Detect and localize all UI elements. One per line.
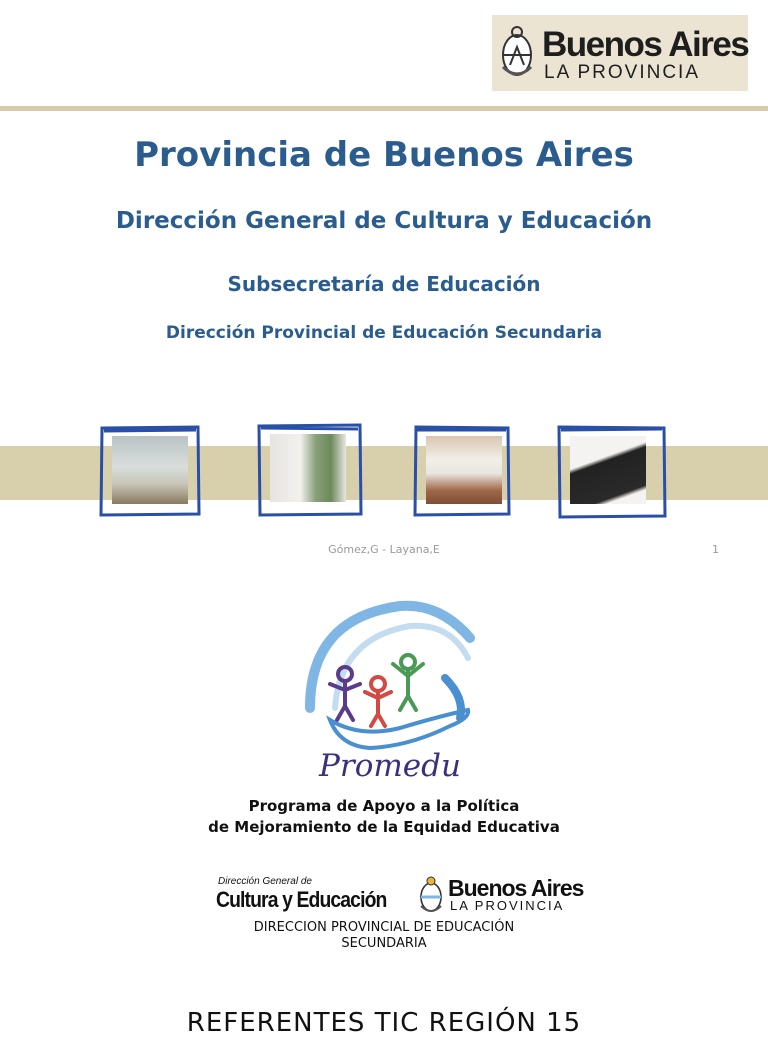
photo-mural [258,424,358,514]
photo-netbook [558,426,658,516]
buenos-aires-logo [492,15,748,91]
hand-drawn-frame-icon [558,426,666,518]
logo-subtitle: LA PROVINCIA [544,62,700,83]
slide-page-number: 1 [712,543,719,556]
dpes-line-1: DIRECCION PROVINCIAL DE EDUCACIÓN [253,920,515,935]
dgce-logo-big: Cultura y Educación [216,887,387,912]
provincial-direction-title: Dirección Provincial de Educación Secundaria [165,323,603,343]
direction-title: Dirección General de Cultura y Educación [115,208,653,234]
page-title: Provincia de Buenos Aires [134,135,634,175]
logo-name: Buenos Aires [542,25,749,64]
promedu-wordmark: Promedu [319,748,461,784]
subsecretary-title: Subsecretaría de Educación [227,272,541,296]
hand-drawn-frame-icon [258,424,362,516]
ba-logo-name: Buenos Aires [448,875,584,901]
header-divider [0,106,768,111]
referentes-title: REFERENTES TIC REGIÓN 15 [186,1008,582,1038]
dpes-line-2: SECUNDARIA [341,936,427,951]
hand-drawn-frame-icon [100,426,200,516]
coat-of-arms-icon [418,876,444,914]
dgce-logo-small: Dirección General de [218,876,312,887]
slide-author: Gómez,G - Layana,E [328,543,440,556]
program-line-1: Programa de Apoyo a la Política [248,797,520,815]
ba-logo-subtitle: LA PROVINCIA [450,898,565,913]
photo-classroom [100,426,200,516]
photo-desk [414,426,514,516]
hand-drawn-frame-icon [414,426,510,516]
coat-of-arms-icon [500,25,534,81]
program-line-2: de Mejoramiento de la Equidad Educativa [208,818,560,836]
